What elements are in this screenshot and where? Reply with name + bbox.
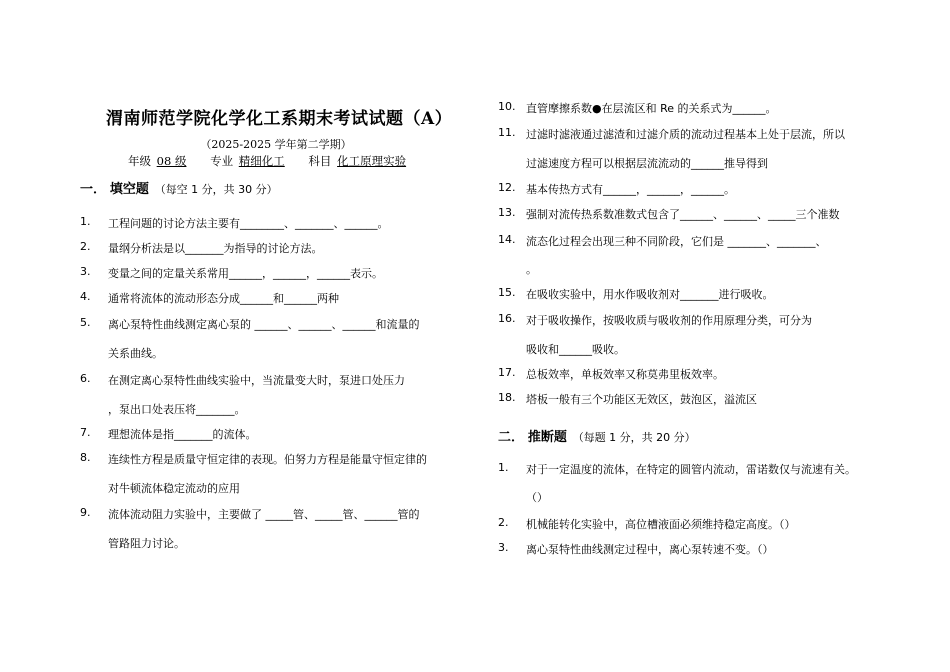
question-number: 5. <box>80 316 91 329</box>
question-text: 量纲分析法是以_______为指导的讨论方法。 <box>108 242 323 255</box>
section-name: 填空题 <box>109 182 149 197</box>
question-text: 基本传热方式有______，______，______。 <box>526 183 735 196</box>
question-text: 在测定离心泵特性曲线实验中，当流量变大时，泵进口处压力 <box>108 374 405 387</box>
question-text: 连续性方程是质量守恒定律的表现。伯努力方程是能量守恒定律的 <box>108 453 427 466</box>
question-text: 总板效率，单板效率又称莫弗里板效率。 <box>526 368 724 381</box>
question-text: 离心泵特性曲线测定过程中，离心泵转速不变。（） <box>526 543 774 556</box>
question-continuation: 。 <box>526 263 537 276</box>
question-number: 13. <box>498 206 516 219</box>
question-number: 16. <box>498 312 516 325</box>
question-number: 12. <box>498 181 516 194</box>
question-number: 2. <box>498 516 509 529</box>
section-note: （每题 1 分，共 20 分） <box>572 431 696 444</box>
question-text: 离心泵特性曲线测定离心泵的 ______、______、______和流量的 <box>108 318 420 331</box>
question-number: 4. <box>80 290 91 303</box>
question-number: 7. <box>80 426 91 439</box>
section-name: 推断题 <box>527 430 567 445</box>
question-text: 塔板一般有三个功能区无效区，鼓泡区，溢流区 <box>526 393 757 406</box>
question-number: 11. <box>498 126 516 139</box>
major-value: 精细化工 <box>238 154 285 168</box>
question-text: 流态化过程会出现三种不同阶段，它们是 _______、_______、 <box>526 235 827 248</box>
question-text: 对于吸收操作，按吸收质与吸收剂的作用原理分类，可分为 <box>526 314 812 327</box>
question-continuation: 对牛顿流体稳定流动的应用 <box>108 482 240 495</box>
exam-subtitle: （2025-2025 学年第二学期） <box>200 138 352 151</box>
question-continuation: 关系曲线。 <box>108 347 163 360</box>
question-text: 在吸收实验中，用水作吸收剂对_______进行吸收。 <box>526 288 774 301</box>
question-number: 8. <box>80 451 91 464</box>
section-number: 二． <box>498 430 525 445</box>
grade-value: 08 级 <box>156 154 187 168</box>
question-number: 1. <box>498 461 509 474</box>
question-number: 18. <box>498 391 516 404</box>
subject-value: 化工原理实验 <box>337 154 407 168</box>
section-judge-heading <box>498 426 696 445</box>
section-note: （每空 1 分，共 30 分） <box>154 183 278 196</box>
question-continuation: （） <box>526 491 548 504</box>
grade-label: 年级 <box>128 154 151 168</box>
exam-title: 渭南师范学院化学化工系期末考试试题（A） <box>106 109 453 129</box>
question-text: 通常将流体的流动形态分成______和______两种 <box>108 292 339 305</box>
question-continuation: 过滤速度方程可以根据层流流动的______推导得到 <box>526 157 768 170</box>
exam-info-line <box>128 153 426 169</box>
section-fill-heading <box>80 178 278 197</box>
question-number: 17. <box>498 366 516 379</box>
question-text: 流体流动阻力实验中，主要做了 _____管、_____管、______管的 <box>108 508 420 521</box>
question-continuation: 吸收和______吸收。 <box>526 343 625 356</box>
question-number: 1. <box>80 215 91 228</box>
question-text: 工程问题的讨论方法主要有________、_______、______。 <box>108 217 389 230</box>
question-number: 14. <box>498 233 516 246</box>
question-text: 强制对流传热系数准数式包含了______、______、_____三个准数 <box>526 208 840 221</box>
question-text: 对于一定温度的流体，在特定的圆管内流动，雷诺数仅与流速有关。 <box>526 463 856 476</box>
question-number: 15. <box>498 286 516 299</box>
question-number: 3. <box>80 265 91 278</box>
question-number: 10. <box>498 100 516 113</box>
question-text: 机械能转化实验中，高位槽液面必须维持稳定高度。（） <box>526 518 796 531</box>
question-text: 直管摩擦系数●在层流区和 Re 的关系式为______。 <box>526 102 777 115</box>
question-continuation: 管路阻力讨论。 <box>108 537 185 550</box>
question-number: 6. <box>80 372 91 385</box>
major-label: 专业 <box>210 154 234 168</box>
question-text: 过滤时滤液通过滤渣和过滤介质的流动过程基本上处于层流，所以 <box>526 128 845 141</box>
question-text: 变量之间的定量关系常用______，______，______表示。 <box>108 267 383 280</box>
question-continuation: ，泵出口处表压将_______。 <box>108 403 246 416</box>
subject-label: 科目 <box>308 154 332 168</box>
section-number: 一． <box>80 182 107 197</box>
question-number: 2. <box>80 240 91 253</box>
question-number: 3. <box>498 541 509 554</box>
question-number: 9. <box>80 506 91 519</box>
question-text: 理想流体是指_______的流体。 <box>108 428 257 441</box>
